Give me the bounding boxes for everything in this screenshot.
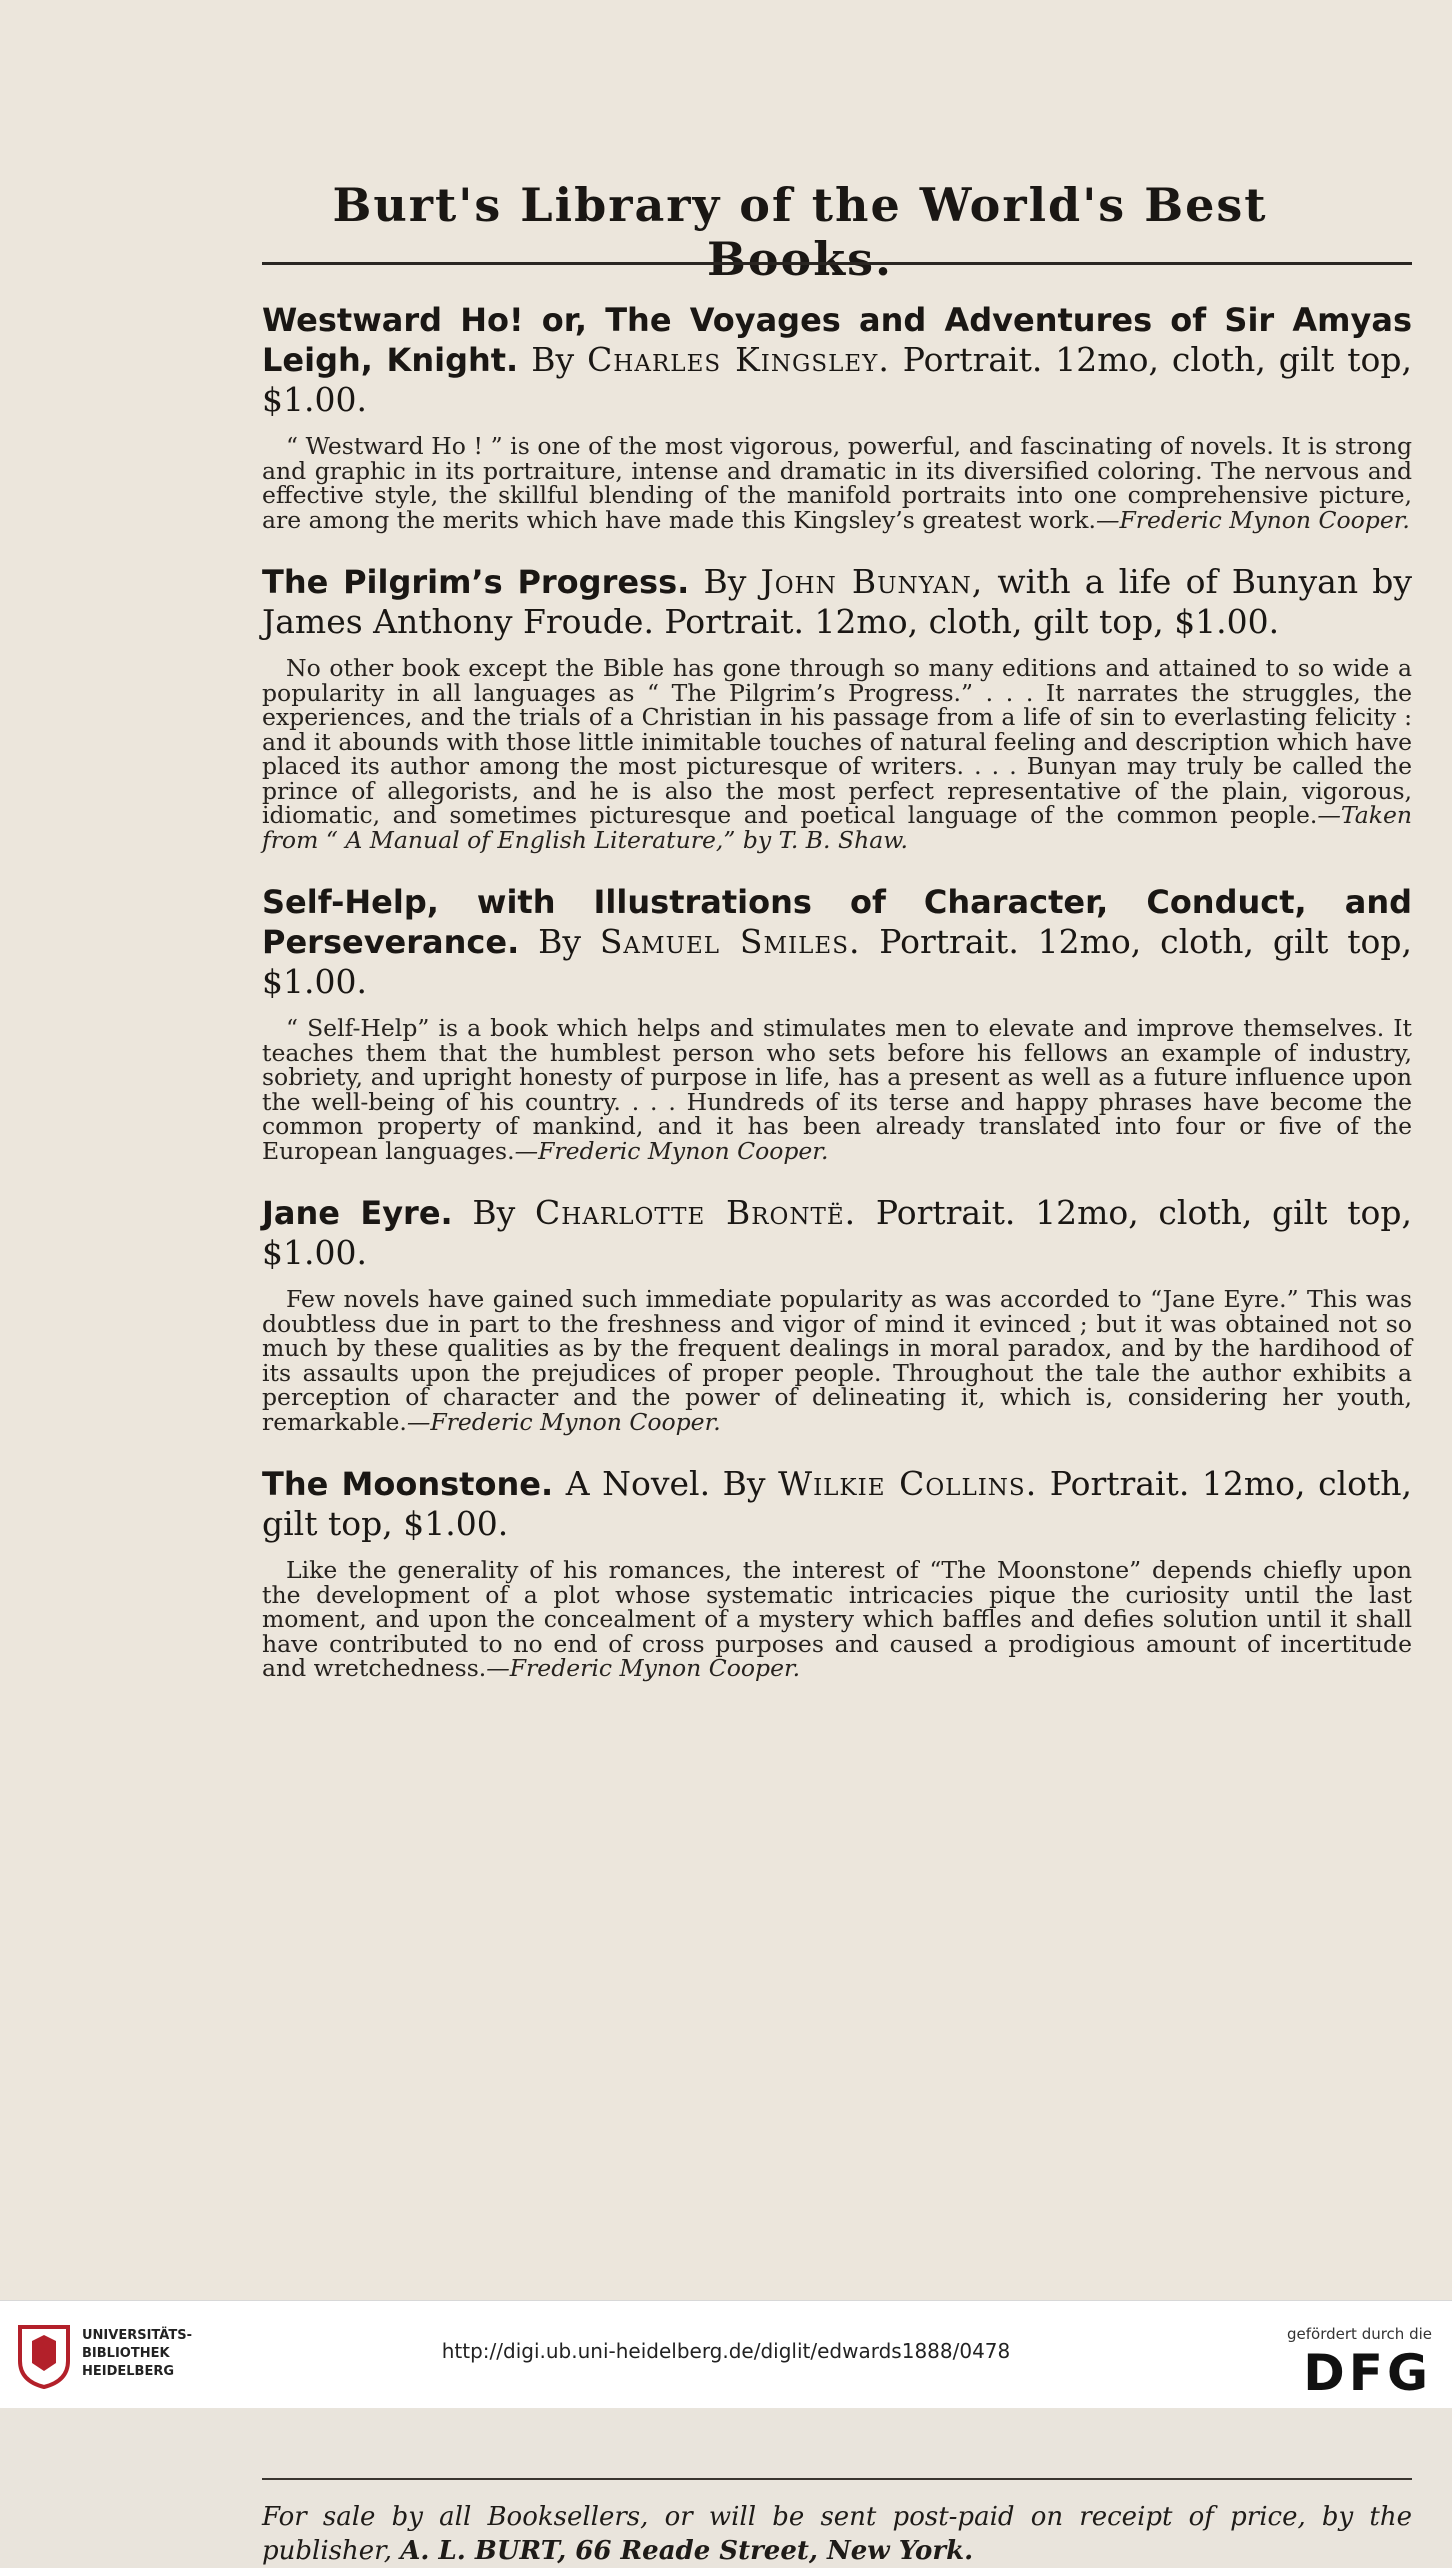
book-heading <box>262 882 1412 1002</box>
description-text: Like the generality of his romances, the interest of “The Moonstone” depends chiefly upon the development of a plot whose systematic intricacies pique the curiosity until the last moment, and upon the concealment of a mystery which baffles and defies solution until it shall have contributed to no end of cross purposes and caused a prodigious amount of incertitude and wretchedness. <box>262 1556 1412 1682</box>
book-entry-pilgrims-progress <box>262 562 1412 852</box>
sale-note <box>262 2500 1412 2568</box>
book-details: Portrait. 12mo, cloth, gilt top, $1.00. <box>262 922 1412 1001</box>
book-author: Wilkie Collins. <box>778 1464 1038 1503</box>
page-title: Burt's Library of the World's Best Books. <box>332 178 1268 286</box>
book-entry-westward-ho <box>262 300 1412 532</box>
book-author: Charles Kingsley. <box>587 340 890 379</box>
book-description <box>262 1016 1412 1163</box>
by-label: By <box>538 922 581 961</box>
by-label: By <box>472 1193 516 1232</box>
university-name-line: HEIDELBERG <box>82 2364 175 2379</box>
book-details: Portrait. 12mo, cloth, gilt top, $1.00. <box>262 1464 1413 1543</box>
book-list <box>262 300 1412 1711</box>
book-author: Charlotte Brontë. <box>535 1193 857 1232</box>
book-heading <box>262 1193 1412 1273</box>
description-text: “ Self-Help” is a book which helps and stimulates men to elevate and improve themselves. It teaches them that the humblest person who sets before his fellows an example of industry, sobriety, and upright honesty of purpose in life, has a present as well as a future influence upon the well-being of his country. . . . Hundreds of its terse and happy phrases have become the common property of mankind, and it has been already translated into four or five of the European languages. <box>262 1014 1412 1165</box>
description-attribution: —Frederic Mynon Cooper. <box>486 1654 801 1682</box>
book-description <box>262 656 1412 852</box>
description-text: No other book except the Bible has gone through so many editions and attained to so wide a popularity in all languages as “ The Pilgrim’s Progress.” . . . It narrates the struggles, the experiences, and the trials of a Christian in his passage from a life of sin to everlasting felicity : and it abounds with those little inimitable touches of natural feeling and description which have placed its author among the most picturesque of writers. . . . Bunyan may truly be called the prince of allegorists, and he is also the most perfect representative of the plain, vigorous, idiomatic, and sometimes picturesque and poetical language of the common people. <box>262 654 1412 829</box>
book-author: John Bunyan, <box>760 562 984 601</box>
university-name-line: BIBLIOTHEK <box>82 2346 170 2361</box>
book-heading <box>262 562 1412 642</box>
footer-rule <box>262 2478 1412 2480</box>
sale-note-text: For sale by all Booksellers, or will be sent post-paid on receipt of price, by the publisher, <box>262 2502 1412 2566</box>
by-label: By <box>703 562 747 601</box>
book-description <box>262 434 1412 532</box>
title-rule <box>262 262 1412 265</box>
digitization-footer-bar <box>0 2300 1452 2408</box>
description-attribution: —Frederic Mynon Cooper. <box>514 1136 829 1165</box>
book-description <box>262 1287 1412 1434</box>
book-entry-moonstone <box>262 1464 1412 1681</box>
book-author: Samuel Smiles. <box>599 922 861 961</box>
book-title: Jane Eyre. <box>262 1194 453 1232</box>
description-attribution: —Taken from “ A Manual of English Literature,” by T. B. Shaw. <box>262 801 1412 854</box>
funder-label: gefördert durch die <box>1287 2325 1432 2343</box>
book-heading <box>262 1464 1412 1544</box>
book-heading <box>262 300 1412 420</box>
dfg-logo: DFG <box>1303 2344 1432 2402</box>
book-entry-jane-eyre <box>262 1193 1412 1434</box>
book-details: with a life of Bunyan by James Anthony Froude. Portrait. 12mo, cloth, gilt top, $1.00. <box>262 562 1412 641</box>
description-attribution: —Frederic Mynon Cooper. <box>406 1407 721 1436</box>
book-entry-self-help <box>262 882 1412 1163</box>
book-details: Portrait. 12mo, cloth, gilt top, $1.00. <box>262 1193 1412 1272</box>
by-label: A Novel. By <box>565 1464 766 1503</box>
by-label: By <box>531 340 575 379</box>
book-details: Portrait. 12mo, cloth, gilt top, $1.00. <box>262 340 1412 419</box>
description-attribution: —Frederic Mynon Cooper. <box>1096 505 1410 534</box>
book-description <box>262 1558 1412 1681</box>
university-name-line: UNIVERSITÄTS- <box>82 2328 192 2343</box>
source-url-link[interactable]: http://digi.ub.uni-heidelberg.de/diglit/edwards1888/0478 <box>441 2339 1011 2363</box>
book-title: The Pilgrim’s Progress. <box>262 563 690 601</box>
book-title: Westward Ho! or, The Voyages and Adventures of Sir Amyas Leigh, Knight. <box>262 301 1412 379</box>
publisher-address: A. L. BURT, 66 Reade Street, New York. <box>400 2536 974 2566</box>
book-title: Self-Help, with Illustrations of Character, Conduct, and Perseverance. <box>262 883 1412 961</box>
book-title: The Moonstone. <box>262 1465 554 1503</box>
description-text: “ Westward Ho ! ” is one of the most vigorous, powerful, and fascinating of novels. It is strong and graphic in its portraiture, intense and dramatic in its diversified coloring. The nervous and effective style, the skillful blending of the manifold portraits into one comprehensive picture, are among the merits which have made this Kingsley’s greatest work. <box>262 432 1412 534</box>
description-text: Few novels have gained such immediate popularity as was accorded to “Jane Eyre.” This was doubtless due in part to the freshness and vigor of mind it evinced ; but it was obtained not so much by these qualities as by the frequent dealings in moral paradox, and by the hardihood of its assaults upon the prejudices of proper people. Throughout the tale the author exhibits a perception of character and the power of delineating it, which is, considering her youth, remarkable. <box>262 1285 1412 1436</box>
